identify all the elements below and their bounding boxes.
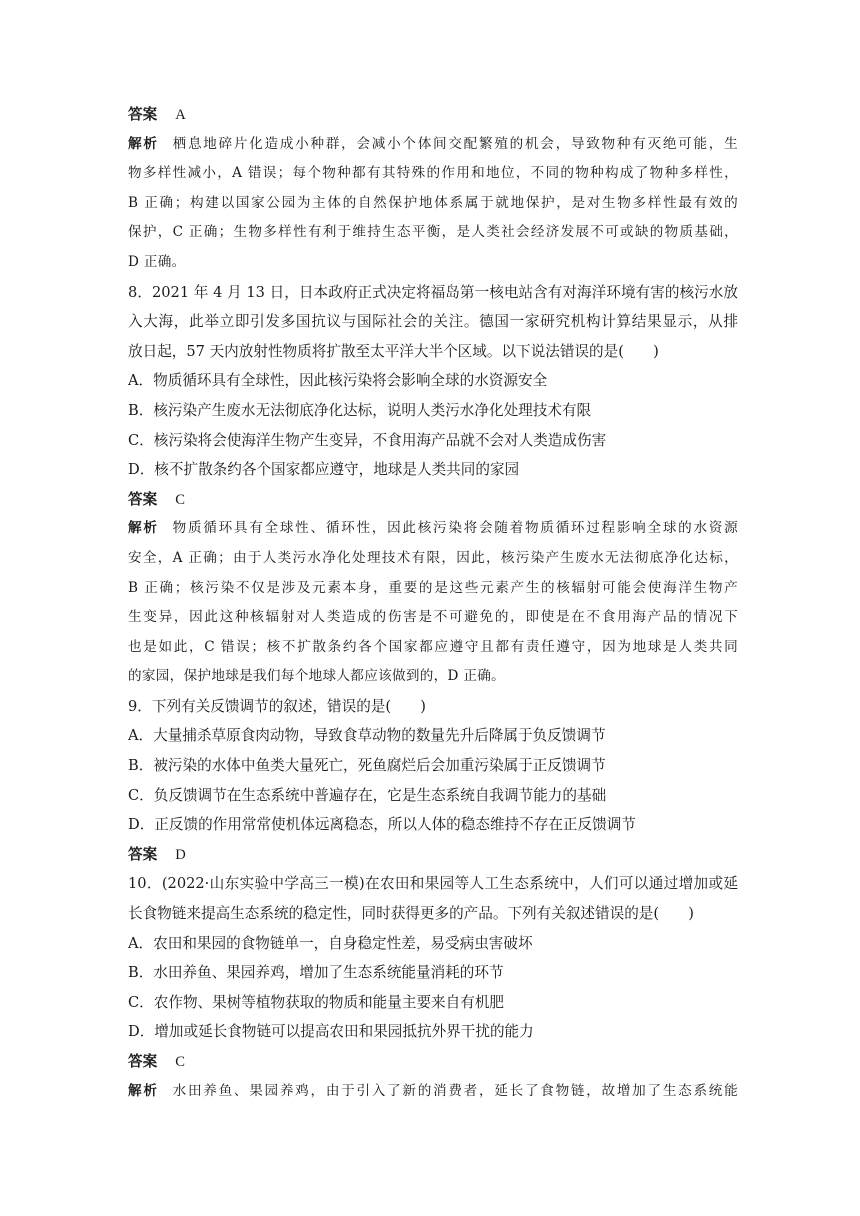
analysis-label: 解析 bbox=[128, 1082, 159, 1099]
q7-analysis-line: 物多样性减小，A 错误；每个物种都有其特殊的作用和地位，不同的物种构成了物种多样性， bbox=[128, 165, 738, 182]
q8-stem-line: 8．2021 年 4 月 13 日，日本政府正式决定将福岛第一核电站含有对海洋环境有害的核污水放 bbox=[128, 283, 738, 301]
q10-stem-line: 长食物链来提高生态系统的稳定性，同时获得更多的产品。下列有关叙述错误的是( ) bbox=[128, 905, 694, 923]
q8-analysis-line: 安全，A 正确；由于人类污水净化处理技术有限，因此，核污染产生废水无法彻底净化达标， bbox=[128, 549, 738, 566]
q7-answer bbox=[128, 100, 738, 130]
q10-analysis-line: 解析 水田养鱼、果园养鸡，由于引入了新的消费者，延长了食物链，故增加了生态系统能 bbox=[128, 1082, 738, 1099]
answer-label: 答案 bbox=[128, 106, 158, 123]
q9-option-d: D．正反馈的作用常常使机体远离稳态，所以人体的稳态维持不存在正反馈调节 bbox=[128, 816, 636, 834]
q8-answer bbox=[128, 485, 738, 515]
q10-option-c: C．农作物、果树等植物获取的物质和能量主要来自有机肥 bbox=[128, 993, 505, 1011]
q8-analysis-line: 也是如此，C 错误；核不扩散条约各个国家都应遵守且都有责任遵守，因为地球是人类共同 bbox=[128, 638, 738, 655]
q10-stem-line: 10．(2022·山东实验中学高三一模)在农田和果园等人工生态系统中，人们可以通过增加或延 bbox=[128, 875, 738, 893]
q10-option-a: A．农田和果园的食物链单一，自身稳定性差，易受病虫害破坏 bbox=[128, 934, 533, 952]
q7-analysis-line: B 正确；构建以国家公园为主体的自然保护地体系属于就地保护，是对生物多样性最有效的 bbox=[128, 194, 738, 211]
q9-answer bbox=[128, 840, 738, 870]
q8-analysis-line: 生变异，因此这种核辐射对人类造成的伤害是不可避免的，即使是在不食用海产品的情况下 bbox=[128, 609, 738, 626]
q8-option-a: A．物质循环具有全球性，因此核污染将会影响全球的水资源安全 bbox=[128, 372, 548, 390]
answer-value: A bbox=[175, 107, 186, 123]
answer-value: C bbox=[175, 1054, 185, 1070]
q8-analysis-line: 解析 物质循环具有全球性、循环性，因此核污染将会随着物质循环过程影响全球的水资源 bbox=[128, 520, 738, 537]
q10-option-b: B．水田养鱼、果园养鸡，增加了生态系统能量消耗的环节 bbox=[128, 964, 504, 982]
q7-analysis-line: 解析 栖息地碎片化造成小种群，会减小个体间交配繁殖的机会，导致物种有灭绝可能，生 bbox=[128, 135, 738, 152]
q9-stem-line: 9．下列有关反馈调节的叙述，错误的是( ) bbox=[128, 697, 426, 715]
analysis-label: 解析 bbox=[128, 135, 159, 152]
answer-label: 答案 bbox=[128, 1053, 158, 1070]
q7-analysis-line: 保护，C 正确；生物多样性有利于维持生态平衡，是人类社会经济发展不可或缺的物质基础， bbox=[128, 224, 738, 241]
q9-option-b: B．被污染的水体中鱼类大量死亡，死鱼腐烂后会加重污染属于正反馈调节 bbox=[128, 757, 606, 775]
q8-option-d: D．核不扩散条约各个国家都应遵守，地球是人类共同的家园 bbox=[128, 461, 520, 479]
q10-option-d: D．增加或延长食物链可以提高农田和果园抵抗外界干扰的能力 bbox=[128, 1023, 534, 1041]
q8-stem-line: 入大海，此举立即引发多国抗议与国际社会的关注。德国一家研究机构计算结果显示，从排 bbox=[128, 313, 738, 331]
q8-option-c: C．核污染将会使海洋生物产生变异，不食用海产品就不会对人类造成伤害 bbox=[128, 431, 607, 449]
q9-option-a: A．大量捕杀草原食肉动物，导致食草动物的数量先升后降属于负反馈调节 bbox=[128, 727, 606, 745]
q8-stem-line: 放日起，57 天内放射性物质将扩散至太平洋大半个区域。以下说法错误的是( ) bbox=[128, 342, 659, 360]
answer-value: D bbox=[175, 846, 186, 863]
q9-option-c: C．负反馈调节在生态系统中普遍存在，它是生态系统自我调节能力的基础 bbox=[128, 786, 607, 804]
analysis-label: 解析 bbox=[128, 520, 159, 537]
page-content bbox=[128, 100, 738, 1106]
answer-value: C bbox=[175, 491, 185, 508]
q10-answer bbox=[128, 1047, 738, 1077]
answer-label: 答案 bbox=[128, 490, 158, 508]
q8-analysis-line: 的家园，保护地球是我们每个地球人都应该做到的，D 正确。 bbox=[128, 668, 506, 685]
q8-option-b: B．核污染产生废水无法彻底净化达标，说明人类污水净化处理技术有限 bbox=[128, 401, 592, 419]
q8-analysis-line: B 正确；核污染不仅是涉及元素本身，重要的是这些元素产生的核辐射可能会使海洋生物产 bbox=[128, 579, 738, 596]
q7-analysis-line: D 正确。 bbox=[128, 253, 186, 270]
answer-label: 答案 bbox=[128, 845, 158, 863]
